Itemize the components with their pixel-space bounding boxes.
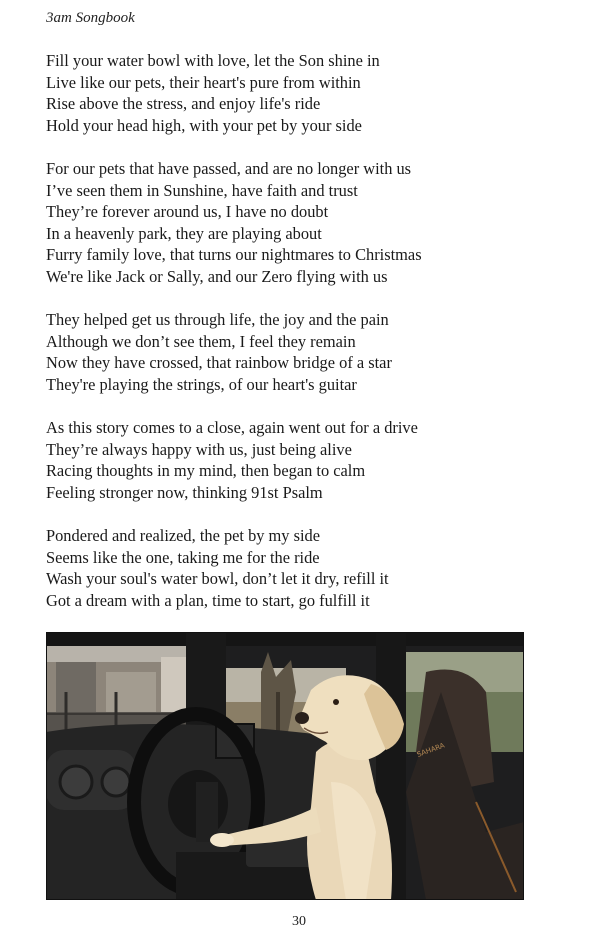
poem-line: Live like our pets, their heart's pure from within: [46, 72, 361, 92]
poem-line: They’re always happy with us, just being alive: [46, 439, 352, 459]
poem-line: We're like Jack or Sally, and our Zero flying with us: [46, 266, 388, 286]
poem-line: Rise above the stress, and enjoy life's ride: [46, 94, 321, 114]
poem-line: They're playing the strings, of our heart's guitar: [46, 374, 357, 394]
poem-line: They’re forever around us, I have no doubt: [46, 202, 329, 222]
poem-line: Now they have crossed, that rainbow bridge of a star: [46, 353, 392, 373]
poem-line: They helped get us through life, the joy and the pain: [46, 310, 389, 330]
poem-line: Although we don’t see them, I feel they remain: [46, 331, 356, 351]
poem-line: In a heavenly park, they are playing about: [46, 223, 322, 243]
poem-line: Racing thoughts in my mind, then began to calm: [46, 461, 366, 481]
poem-stanza: [46, 525, 566, 611]
poem-line: Got a dream with a plan, time to start, go fulfill it: [46, 590, 370, 610]
poem-line: Furry family love, that turns our nightmares to Christmas: [46, 245, 422, 265]
poem-line: As this story comes to a close, again went out for a drive: [46, 418, 418, 438]
poem-stanza: [46, 158, 566, 288]
poem-body: [46, 50, 566, 633]
page-number: 30: [292, 914, 306, 929]
poem-line: I’ve seen them in Sunshine, have faith and trust: [46, 180, 358, 200]
poem-line: Pondered and realized, the pet by my side: [46, 526, 320, 546]
poem-line: Wash your soul's water bowl, don’t let it dry, refill it: [46, 569, 389, 589]
poem-line: For our pets that have passed, and are no longer with us: [46, 158, 412, 178]
poem-line: Fill your water bowl with love, let the Son shine in: [46, 51, 380, 70]
poem-line: Seems like the one, taking me for the ride: [46, 547, 320, 567]
seat-embroidery-text: SAHARA: [415, 741, 446, 759]
poem-line: Feeling stronger now, thinking 91st Psalm: [46, 482, 323, 502]
poem-stanza: [46, 50, 566, 136]
poem-line: Hold your head high, with your pet by your side: [46, 115, 362, 135]
dog-driving-photo: [46, 632, 524, 900]
poem-stanza: [46, 309, 566, 395]
book-title-header: 3am Songbook: [46, 10, 135, 26]
poem-stanza: [46, 417, 566, 503]
